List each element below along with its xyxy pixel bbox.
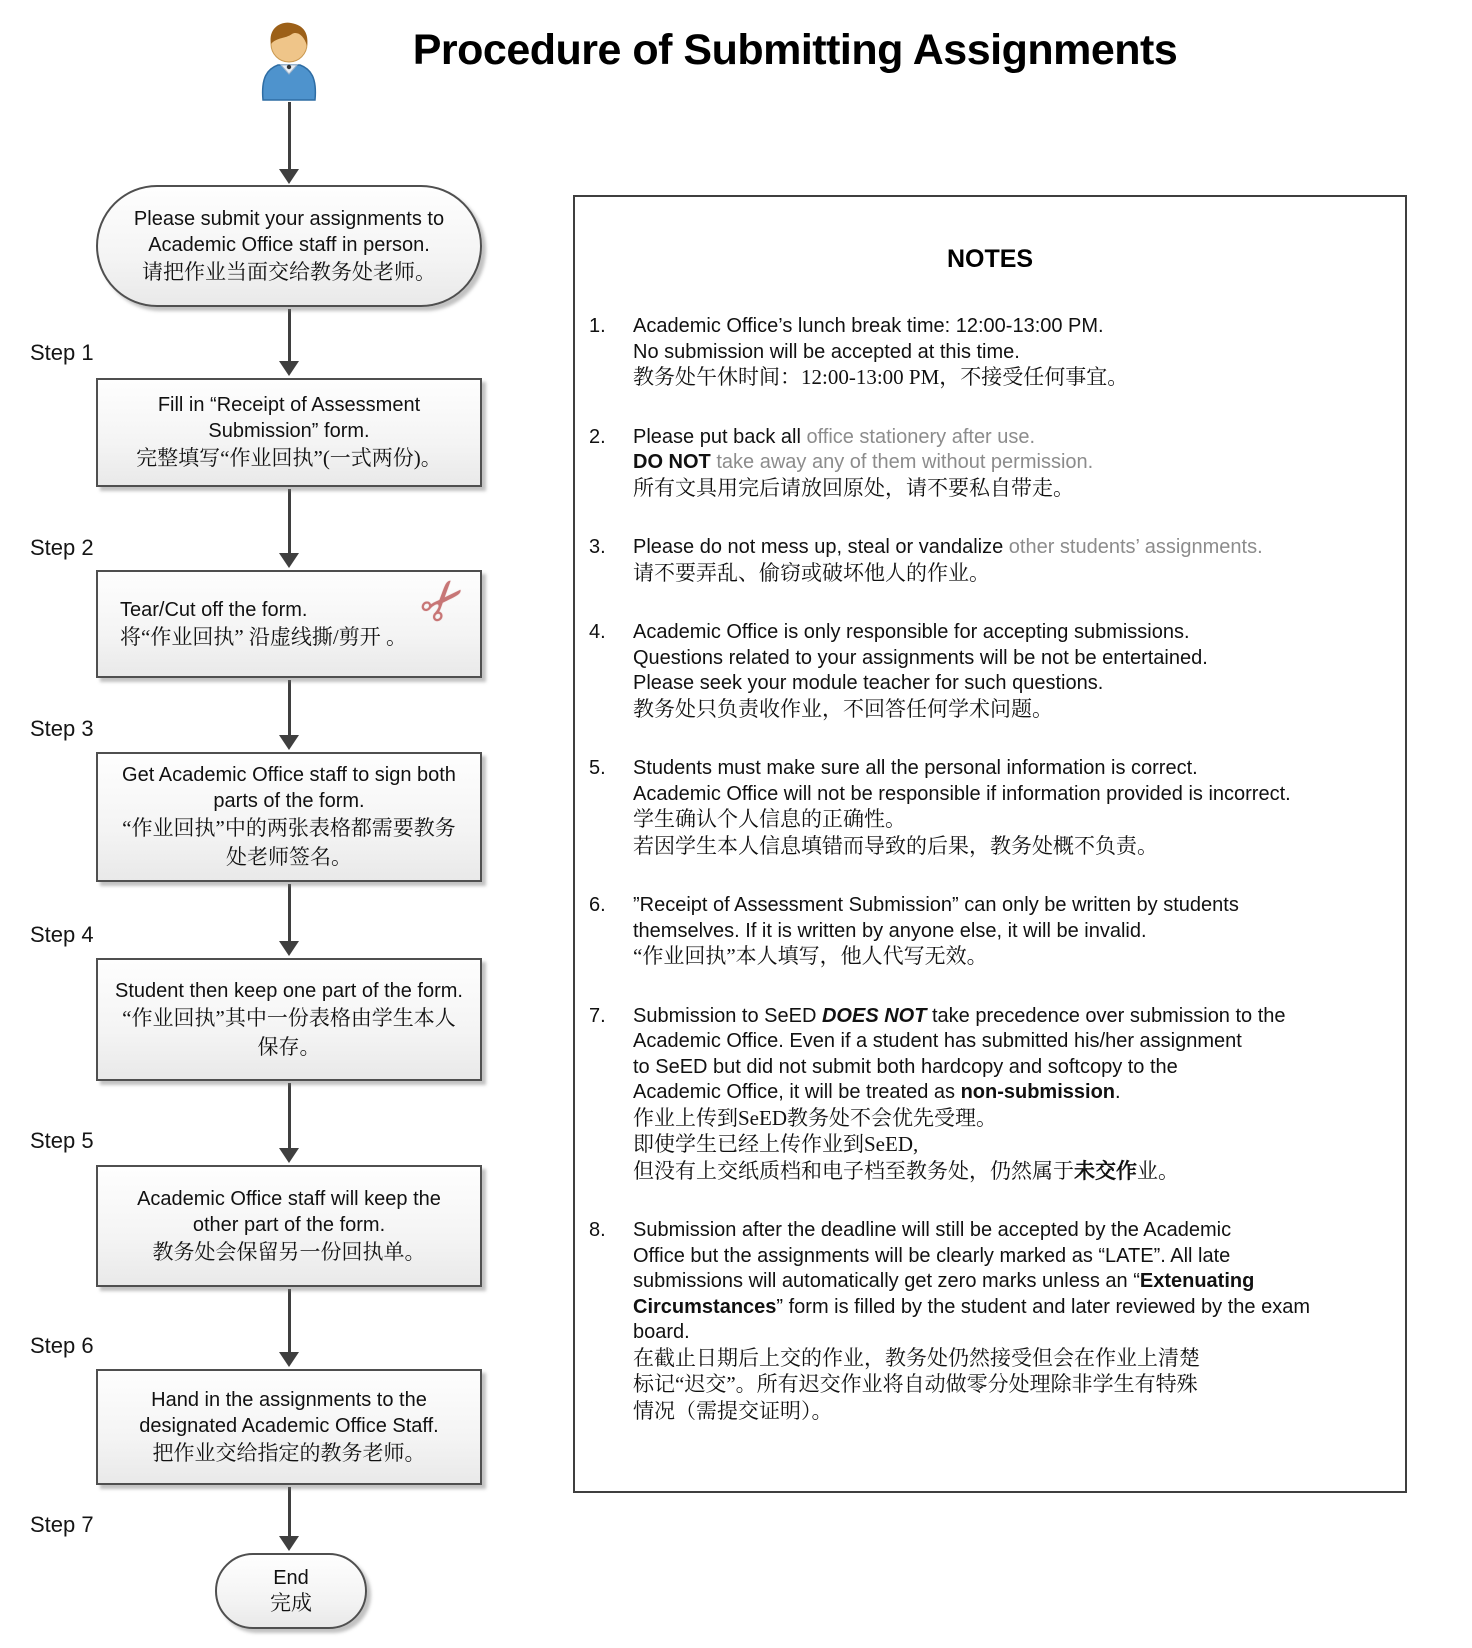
- note-line: Please do not mess up, steal or vandalize other students’ assignments.: [633, 536, 1263, 558]
- flow-start-node: [96, 185, 482, 307]
- note-line: Please put back all office stationery after use.: [633, 425, 1036, 448]
- note-line: 情况（需提交证明）。: [633, 1398, 833, 1423]
- note-line: 作业上传到SeED教务处不会优先受理。: [633, 1105, 997, 1130]
- scissors-icon: ✂: [405, 564, 481, 638]
- note-line: Submission after the deadline will still be accepted by the Academic: [633, 1219, 1232, 1241]
- person-icon: [254, 20, 324, 102]
- step-label-2: Step 2: [30, 535, 94, 560]
- step-label-1: Step 1: [30, 340, 94, 365]
- step-2-text-en: Tear/Cut off the form.: [120, 598, 308, 621]
- note-number: 3.: [589, 536, 606, 558]
- note-line: Submission to SeED DOES NOT take precedence over submission to the: [633, 1004, 1286, 1027]
- note-line: No submission will be accepted at this time.: [633, 340, 1020, 363]
- note-line: Questions related to your assignments will be not be entertained.: [633, 646, 1208, 669]
- note-number: 6.: [589, 894, 606, 916]
- note-number: 5.: [589, 757, 606, 779]
- flow-step-6-box: [96, 1369, 482, 1485]
- flow-arrow: [279, 680, 299, 750]
- step-3-text-zh: “作业回执”中的两张表格都需要教务处老师签名。: [122, 816, 456, 869]
- step-3-text-en: Get Academic Office staff to sign both parts of the form.: [122, 764, 456, 812]
- note-line: Academic Office is only responsible for accepting submissions.: [633, 621, 1190, 643]
- flow-step-2-box: [96, 564, 482, 678]
- note-text: [633, 1004, 1391, 1186]
- note-text: [633, 756, 1391, 860]
- note-line: Academic Office, it will be treated as non-submission.: [633, 1081, 1121, 1103]
- note-line: 教务处午休时间：12:00-13:00 PM，不接受任何事宜。: [633, 365, 1129, 389]
- note-line: 若因学生本人信息填错而导致的后果，教务处概不负责。: [633, 833, 1158, 858]
- note-line: Please seek your module teacher for such questions.: [633, 672, 1104, 694]
- step-6-text-zh: 把作业交给指定的教务老师。: [152, 1440, 426, 1465]
- note-line: Academic Office will not be responsible if information provided is incorrect.: [633, 782, 1291, 805]
- note-item: [589, 314, 1391, 392]
- step-label-3: Step 3: [30, 716, 94, 741]
- note-number: 2.: [589, 425, 606, 448]
- step-4-text-zh: “作业回执”其中一份表格由学生本人保存。: [122, 1005, 456, 1059]
- end-text-zh: 完成: [270, 1591, 312, 1615]
- person-icon-svg: [254, 20, 324, 102]
- note-line: Academic Office’s lunch break time: 12:00-13:00 PM.: [633, 315, 1104, 337]
- note-item: [589, 425, 1391, 503]
- step-label-7: Step 7: [30, 1512, 94, 1537]
- step-label-4: Step 4: [30, 922, 94, 947]
- note-line: to SeED but did not submit both hardcopy and softcopy to the: [633, 1055, 1178, 1078]
- note-text: [633, 314, 1391, 392]
- note-line: DO NOT take away any of them without permission.: [633, 451, 1094, 473]
- flow-arrow: [279, 1487, 299, 1551]
- note-line: 标记“迟交”。所有迟交作业将自动做零分处理除非学生有特殊: [633, 1372, 1198, 1396]
- flow-arrow: [279, 102, 299, 184]
- note-item: [589, 893, 1391, 971]
- flow-step-5-box: [96, 1165, 482, 1287]
- note-line: board.: [633, 1321, 690, 1343]
- step-5-text-en: Academic Office staff will keep the other part of the form.: [137, 1187, 441, 1236]
- flow-step-1-box: [96, 378, 482, 487]
- note-text: [633, 620, 1391, 723]
- flow-arrow: [279, 884, 299, 956]
- flow-step-4-box: [96, 958, 482, 1081]
- page-title: Procedure of Submitting Assignments: [412, 26, 1178, 74]
- step-1-text-en: Fill in “Receipt of Assessment Submission” form.: [157, 394, 421, 442]
- start-text-zh: 请把作业当面交给教务处老师。: [142, 259, 436, 284]
- flow-arrow: [279, 489, 299, 568]
- note-number: 7.: [589, 1004, 606, 1027]
- step-2-text-zh: 将“作业回执” 沿虚线撕/剪开 。: [120, 624, 407, 649]
- notes-panel: [573, 195, 1407, 1493]
- flow-arrow: [279, 1083, 299, 1163]
- step-label-6: Step 6: [30, 1333, 94, 1358]
- step-5-text-zh: 教务处会保留另一份回执单。: [152, 1239, 426, 1264]
- note-item: [589, 535, 1391, 587]
- flow-arrow: [279, 309, 299, 376]
- note-number: 4.: [589, 621, 606, 643]
- note-text: [633, 1218, 1391, 1425]
- step-4-text-en: Student then keep one part of the form.: [114, 979, 463, 1002]
- note-line: 但没有上交纸质档和电子档至教务处，仍然属于未交作业。: [633, 1158, 1179, 1183]
- note-line: 教务处只负责收作业，不回答任何学术问题。: [633, 696, 1053, 721]
- note-line: submissions will automatically get zero marks unless an “Extenuating: [633, 1270, 1255, 1292]
- end-text-en: End: [273, 1567, 309, 1589]
- note-item: [589, 620, 1391, 723]
- note-line: 在截止日期后上交的作业，教务处仍然接受但会在作业上清楚: [633, 1345, 1200, 1370]
- note-line: “作业回执”本人填写，他人代写无效。: [633, 944, 988, 968]
- step-1-text-zh: 完整填写“作业回执”(一式两份)。: [136, 446, 442, 470]
- note-line: 学生确认个人信息的正确性。: [633, 807, 906, 831]
- note-line: ”Receipt of Assessment Submission” can only be written by students: [633, 894, 1239, 916]
- note-number: 8.: [589, 1219, 606, 1241]
- note-line: Office but the assignments will be clearly marked as “LATE”. All late: [633, 1244, 1231, 1267]
- note-line: Students must make sure all the personal information is correct.: [633, 757, 1198, 779]
- step-label-5: Step 5: [30, 1128, 94, 1153]
- start-text-en: Please submit your assignments to Academic Office staff in person.: [133, 207, 445, 256]
- note-line: Circumstances” form is filled by the student and later reviewed by the exam: [633, 1295, 1310, 1318]
- note-line: themselves. If it is written by anyone else, it will be invalid.: [633, 919, 1147, 942]
- note-number: 1.: [589, 315, 606, 337]
- note-item: [589, 1218, 1391, 1425]
- note-line: 所有文具用完后请放回原处，请不要私自带走。: [633, 475, 1074, 500]
- note-text: [633, 425, 1391, 503]
- step-6-text-en: Hand in the assignments to the designated Academic Office Staff.: [139, 1388, 439, 1437]
- flow-end-node: [215, 1553, 367, 1629]
- note-text: [633, 535, 1391, 587]
- flow-step-3-box: [96, 752, 482, 882]
- note-line: Academic Office. Even if a student has submitted his/her assignment: [633, 1030, 1242, 1052]
- flow-arrow: [279, 1289, 299, 1367]
- note-text: [633, 893, 1391, 971]
- notes-list: [575, 314, 1405, 1425]
- note-item: [589, 756, 1391, 860]
- note-line: 即使学生已经上传作业到SeED,: [633, 1132, 919, 1156]
- note-line: 请不要弄乱、偷窃或破坏他人的作业。: [633, 560, 990, 585]
- notes-heading: NOTES: [946, 245, 1034, 273]
- note-item: [589, 1004, 1391, 1186]
